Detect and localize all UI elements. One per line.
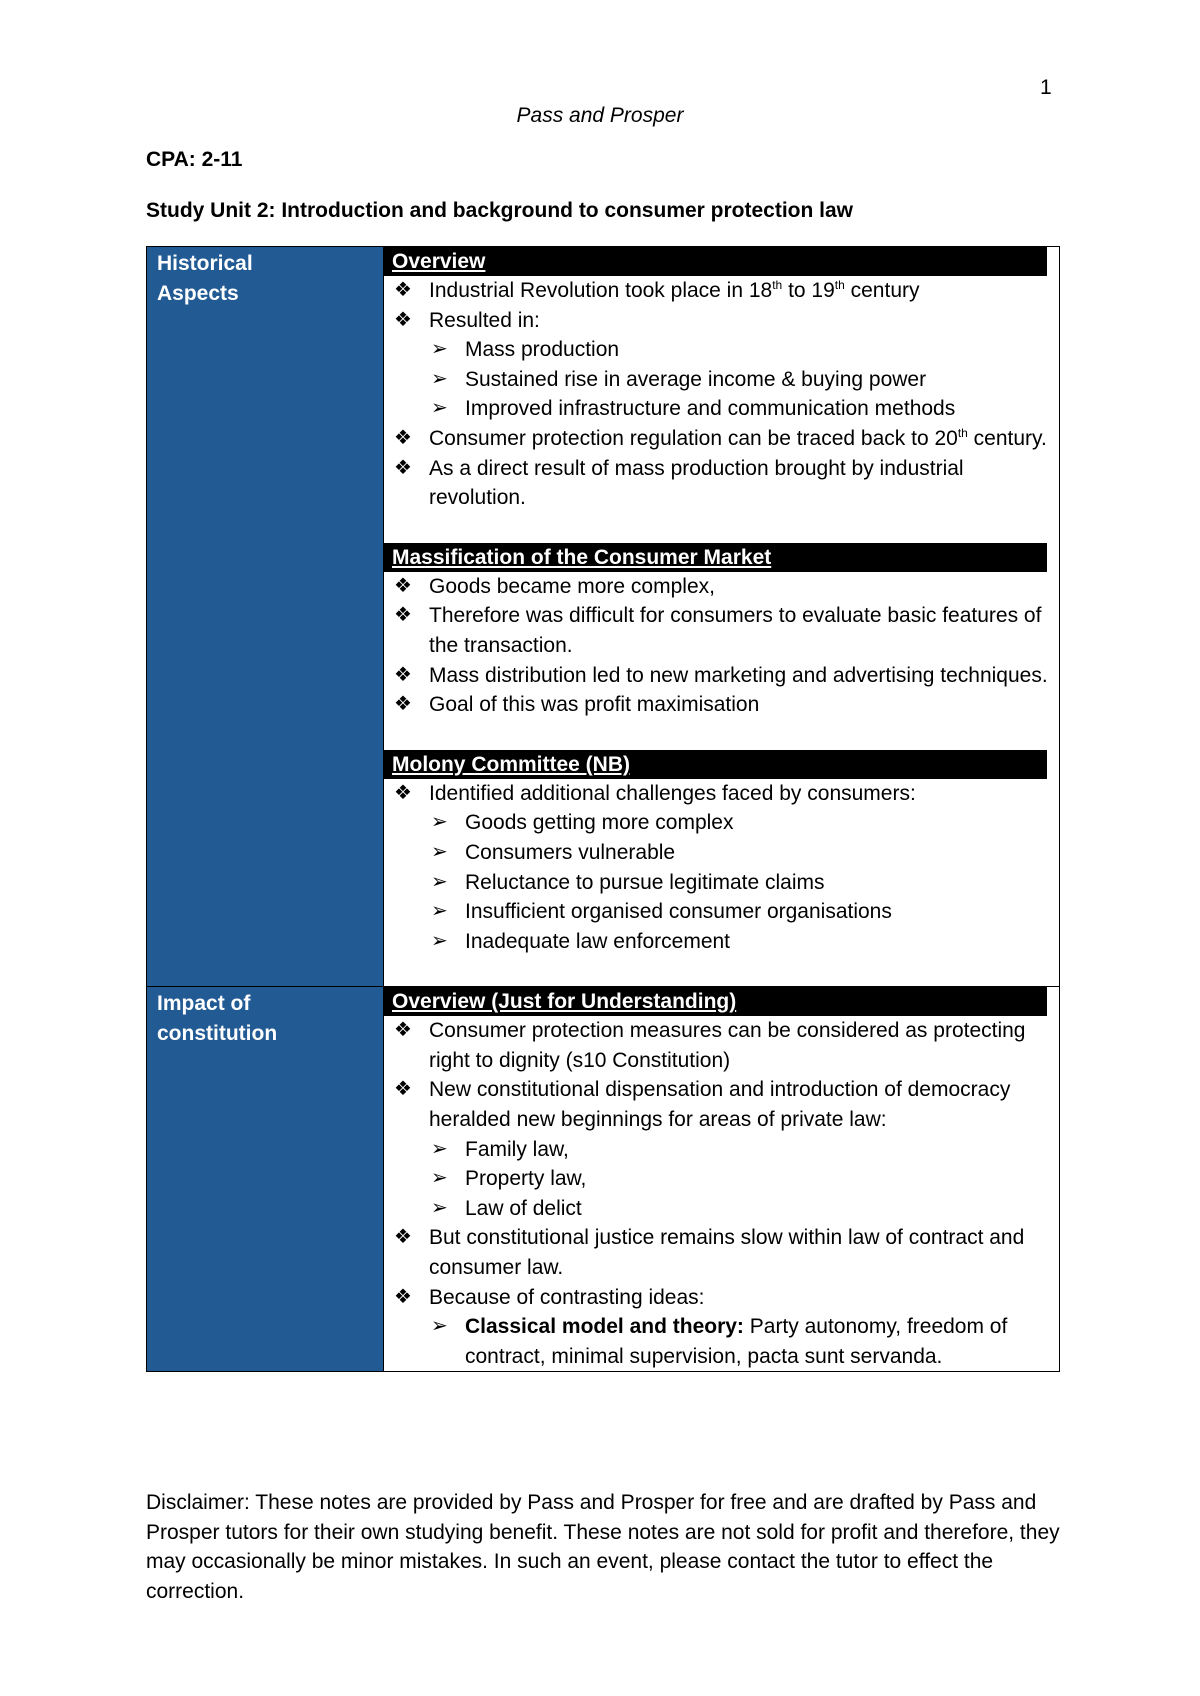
four-diamond-bullet-icon: ❖: [394, 279, 412, 301]
sub-list-item: [429, 897, 1053, 927]
sub-list-item: [429, 838, 1053, 868]
list-item: [384, 1016, 1053, 1075]
four-diamond-bullet-icon: ❖: [394, 426, 412, 449]
item-text: Inadequate law enforcement: [465, 929, 731, 953]
sub-bullet-list: [429, 1135, 1053, 1224]
item-text: Mass production: [465, 338, 620, 362]
arrowhead-bullet-icon: ➢: [431, 811, 448, 834]
section-heading-massification: Massification of the Consumer Market: [384, 543, 1047, 572]
bullet-list: [384, 572, 1053, 720]
list-item: [384, 1283, 1053, 1372]
item-text: Consumer protection regulation can be traced back to 20: [429, 426, 958, 450]
table-row: [147, 987, 1060, 1372]
item-text: Sustained rise in average income & buying power: [465, 367, 927, 391]
bullet-list: [384, 276, 1053, 513]
arrowhead-bullet-icon: ➢: [431, 397, 448, 420]
row-content-historical: [384, 247, 1060, 987]
item-text: century: [844, 279, 920, 302]
sub-list-item: [429, 1312, 1053, 1371]
superscript: th: [834, 278, 845, 292]
row-label-line: Aspects: [157, 282, 239, 305]
row-content-constitution: [384, 987, 1060, 1372]
sub-list-item: [429, 365, 1053, 395]
item-text: to 19: [782, 279, 835, 302]
list-item: [384, 690, 1053, 720]
item-text: Therefore was difficult for consumers to evaluate basic features of the transaction.: [429, 604, 1042, 657]
item-text: Resulted in:: [429, 308, 540, 332]
row-label-constitution: [147, 987, 384, 1372]
course-code: CPA: 2-11: [146, 148, 243, 171]
four-diamond-bullet-icon: ❖: [394, 574, 412, 597]
list-item: [384, 454, 1053, 513]
item-text: Law of delict: [465, 1196, 582, 1220]
item-text: century.: [967, 426, 1047, 450]
item-text-bold: Classical model and theory:: [465, 1315, 744, 1339]
list-item: [384, 276, 1053, 306]
sub-list-item: [429, 927, 1053, 957]
arrowhead-bullet-icon: ➢: [431, 840, 448, 863]
list-item: [384, 572, 1053, 602]
arrowhead-bullet-icon: ➢: [431, 929, 448, 952]
sub-list-item: [429, 394, 1053, 424]
four-diamond-bullet-icon: ❖: [394, 1226, 412, 1249]
sub-list-item: [429, 868, 1053, 898]
sub-bullet-list: [429, 335, 1053, 424]
sub-bullet-list: [429, 808, 1053, 956]
page-number: 1: [1040, 76, 1052, 99]
item-text: Insufficient organised consumer organisations: [465, 900, 892, 924]
list-item: [384, 601, 1053, 660]
arrowhead-bullet-icon: ➢: [431, 900, 448, 923]
four-diamond-bullet-icon: ❖: [394, 781, 412, 804]
arrowhead-bullet-icon: ➢: [431, 1315, 448, 1338]
four-diamond-bullet-icon: ❖: [394, 1019, 412, 1042]
sub-list-item: [429, 1135, 1053, 1165]
item-text: Consumer protection measures can be considered as protecting right to dignity (s10 Constitution): [429, 1019, 1026, 1072]
sub-list-item: [429, 1194, 1053, 1224]
list-item: [384, 779, 1053, 957]
four-diamond-bullet-icon: ❖: [394, 604, 412, 627]
item-text: Property law,: [465, 1167, 587, 1191]
sub-list-item: [429, 335, 1053, 365]
list-item: [384, 1075, 1053, 1223]
item-text: As a direct result of mass production brought by industrial revolution.: [429, 456, 964, 510]
item-text: Goal of this was profit maximisation: [429, 693, 760, 717]
list-item: [384, 424, 1053, 454]
unit-title: Study Unit 2: Introduction and background to consumer protection law: [146, 199, 854, 222]
list-item: [384, 1223, 1053, 1282]
row-label-line: Historical: [157, 252, 253, 275]
sub-bullet-list: [429, 1312, 1053, 1371]
superscript: th: [772, 278, 783, 292]
four-diamond-bullet-icon: ❖: [394, 663, 412, 686]
item-text: Goods getting more complex: [465, 811, 734, 835]
header-title: Pass and Prosper: [516, 104, 684, 127]
item-text: But constitutional justice remains slow within law of contract and consumer law.: [429, 1226, 1025, 1280]
item-text: Improved infrastructure and communication methods: [465, 397, 956, 421]
row-label-line: constitution: [157, 1022, 278, 1046]
sub-list-item: [429, 808, 1053, 838]
list-item: [384, 661, 1053, 691]
sub-list-item: [429, 1164, 1053, 1194]
item-text: Party autonomy, freedom of contract, minimal supervision, pacta sunt servanda.: [465, 1315, 1008, 1368]
four-diamond-bullet-icon: ❖: [394, 456, 412, 479]
item-text: New constitutional dispensation and introduction of democracy heralded new beginnings for areas of private law:: [429, 1078, 1011, 1132]
item-text: Reluctance to pursue legitimate claims: [465, 870, 825, 894]
four-diamond-bullet-icon: ❖: [394, 1285, 412, 1308]
notes-table: [146, 246, 1060, 1372]
list-item: [384, 306, 1053, 424]
arrowhead-bullet-icon: ➢: [431, 1167, 448, 1190]
bullet-list: [384, 1016, 1053, 1371]
item-text: Mass distribution led to new marketing and advertising techniques.: [429, 663, 1048, 687]
disclaimer: Disclaimer: These notes are provided by Pass and Prosper for free and are drafted by Pass and Prosper tutors for their own studying benefit. These notes are not sold for profit and therefore, they may occasionally be minor mistakes. In such an event, please contact the tutor to effect the correction.: [146, 1491, 1060, 1603]
bullet-list: [384, 779, 1053, 957]
superscript: th: [957, 425, 968, 440]
four-diamond-bullet-icon: ❖: [394, 693, 412, 716]
arrowhead-bullet-icon: ➢: [431, 1196, 448, 1219]
section-heading-overview-understanding: Overview (Just for Understanding): [384, 987, 1047, 1016]
arrowhead-bullet-icon: ➢: [431, 1137, 448, 1160]
section-heading-overview: Overview: [384, 247, 1047, 276]
item-text: Family law,: [465, 1137, 569, 1161]
item-text: Consumers vulnerable: [465, 840, 676, 864]
table-row: [147, 247, 1060, 987]
item-text: Identified additional challenges faced by consumers:: [429, 781, 916, 805]
item-text: Because of contrasting ideas:: [429, 1285, 705, 1309]
arrowhead-bullet-icon: ➢: [431, 870, 448, 893]
arrowhead-bullet-icon: ➢: [431, 367, 448, 390]
item-text: Goods became more complex,: [429, 574, 715, 598]
section-heading-molony: Molony Committee (NB): [384, 750, 1047, 779]
row-label-historical: [147, 247, 384, 987]
four-diamond-bullet-icon: ❖: [394, 1078, 412, 1101]
four-diamond-bullet-icon: ❖: [394, 308, 412, 331]
item-text: Industrial Revolution took place in 18: [429, 279, 773, 302]
row-label-line: Impact of: [157, 992, 251, 1016]
arrowhead-bullet-icon: ➢: [431, 338, 448, 361]
